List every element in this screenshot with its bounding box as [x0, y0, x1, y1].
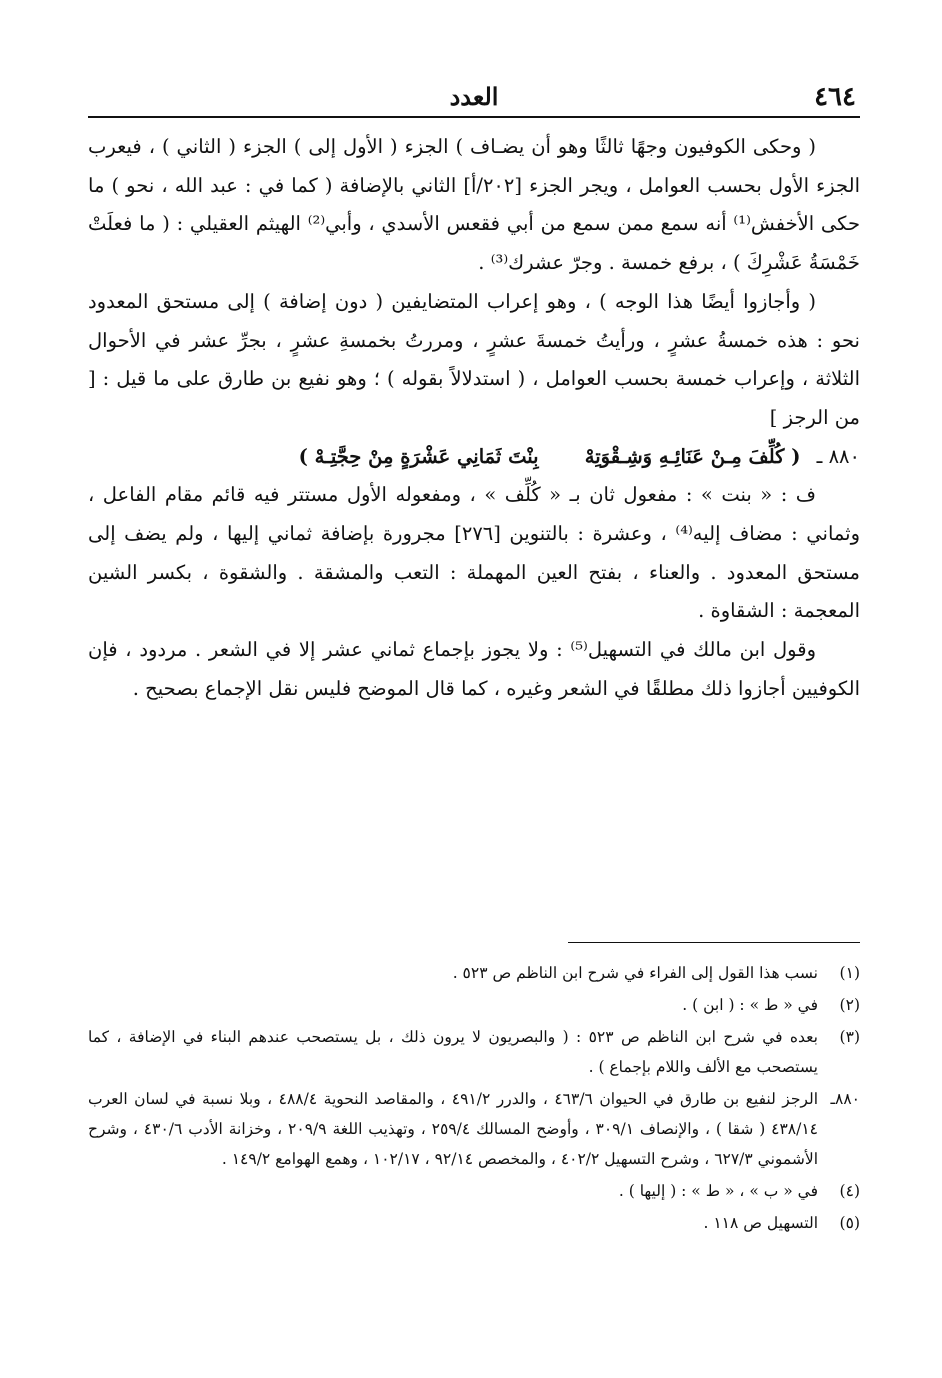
footnote: [88, 1084, 860, 1174]
footnote-number: (٤): [839, 1182, 860, 1200]
footnote: [88, 1208, 860, 1238]
verse: [88, 438, 860, 477]
footnote-text: في « ب » ، « ط » : ( إليها ) .: [618, 1182, 818, 1200]
footnote-number: (٥): [839, 1214, 860, 1232]
footnotes: [88, 958, 860, 1240]
footnote-number: (٢): [839, 996, 860, 1014]
footnote-text: الرجز لنفيع بن طارق في الحيوان ٤٦٣/٦ ، والدرر ٤٩١/٢ ، والمقاصد النحوية ٤٨٨/٤ ، وبلا نسبة في لسان العرب ٤٣٨/١٤ ( شقا ) ، والإنصاف ٣٠٩/١ ، وأوضح المسالك ٢٥٩/٤ ، وتهذيب اللغة ٢٠٩/٩ ، وخزانة الأدب ٤٣٠/٦ ، وشرح الأشموني ٦٢٧/٣ ، وشرح التسهيل ٤٠٢/٢ ، والمخصص ٩٢/١٤ ، ١٠٢/١٧ ، وهمع الهوامع ١٤٩/٢ .: [88, 1090, 819, 1168]
main-text: [88, 128, 860, 709]
footnote-number: (١): [839, 964, 860, 982]
footnote: [88, 1176, 860, 1206]
footnote-text: نسب هذا القول إلى الفراء في شرح ابن الناظم ص ٥٢٣ .: [452, 964, 818, 982]
chapter-title: العدد: [449, 82, 499, 111]
paragraph-4: وقول ابن مالك في التسهيل⁽⁵⁾ : ولا يجوز بإجماع ثماني عشر إلا في الشعر . مردود ، فإن الكوفيين أجازوا ذلك مطلقًا في الشعر وغيره ، كما قال الموضح فليس نقل الإجماع بصحيح .: [88, 638, 860, 700]
footnote: [88, 958, 860, 988]
footnote-number: (٣): [839, 1028, 860, 1046]
paragraph-2: ( وأجازوا أيضًا هذا الوجه ) ، وهو إعراب المتضايفين ( دون إضافة ) إلى مستحق المعدود نحو : هذه خمسةُ عشرٍ ، ورأيتُ خمسةَ عشرٍ ، ومررتُ بخمسةِ عشرٍ ، بجرِّ عشر في الأحوال الثلاثة ، وإعراب خمسة بحسب العوامل ، ( استدلالاً بقوله ) ؛ وهو نفيع بن طارق على ما قيل : [ من الرجز ]: [88, 289, 860, 429]
page-header: [88, 82, 860, 118]
verse-number: ٨٨٠ ـ: [816, 444, 860, 468]
verse-second-hemistich: بِنْتَ ثَمَانِي عَشْرَةٍ مِنْ حِجَّتِـهْ ): [298, 444, 539, 468]
footnote-text: التسهيل ص ١١٨ .: [703, 1214, 818, 1232]
footnote-text: بعده في شرح ابن الناظم ص ٥٢٣ : ( والبصريون لا يرون ذلك ، بل يستصحب عندهم البناء في الإضافة ، كما يستصحب مع الألف واللام بإجماع ) .: [88, 1028, 818, 1076]
footnote: [88, 990, 860, 1020]
footnote-separator: [568, 942, 860, 943]
footnote-number: ٨٨٠ـ: [830, 1090, 860, 1108]
paragraph-1: ( وحكى الكوفيون وجهًا ثالثًا وهو أن يضـاف ) الجزء ( الأول إلى ) الجزء ( الثاني ) ، فيعرب الجزء الأول بحسب العوامل ، ويجر الجزء [٢٠٢/أ] الثاني بالإضافة ( كما في : عبد الله ، نحو ) ما حكى الأخفش⁽¹⁾ أنه سمع ممن سمع من أبي فقعس الأسدي ، وأبي⁽²⁾ الهيثم العقيلي : ( ما فعلَتْ خَمْسَةُ عَشْرِكَ ) ، برفع خمسة . وجرّ عشرك⁽³⁾ .: [88, 135, 860, 275]
footnote-text: في « ط » : ( ابن ) .: [682, 996, 818, 1014]
page-number: ٤٦٤: [814, 82, 856, 112]
footnote: [88, 1022, 860, 1082]
verse-first-hemistich: ( كُلِّفَ مِـنْ عَنَائِـهِ وَشِـقْوَتِهْ: [584, 444, 801, 468]
paragraph-3: ف : « بنت » : مفعول ثان بـ « كُلِّف » ، ومفعوله الأول مستتر فيه قائم مقام الفاعل ، وثماني : مضاف إليه⁽⁴⁾ ، وعشرة : بالتنوين [٢٧٦] مجرورة بإضافة ثماني إليها ، ولم يضف إلى مستحق المعدود . والعناء ، بفتح العين المهملة : التعب والمشقة . والشقوة ، بكسر الشين المعجمة : الشقاوة .: [88, 483, 861, 623]
